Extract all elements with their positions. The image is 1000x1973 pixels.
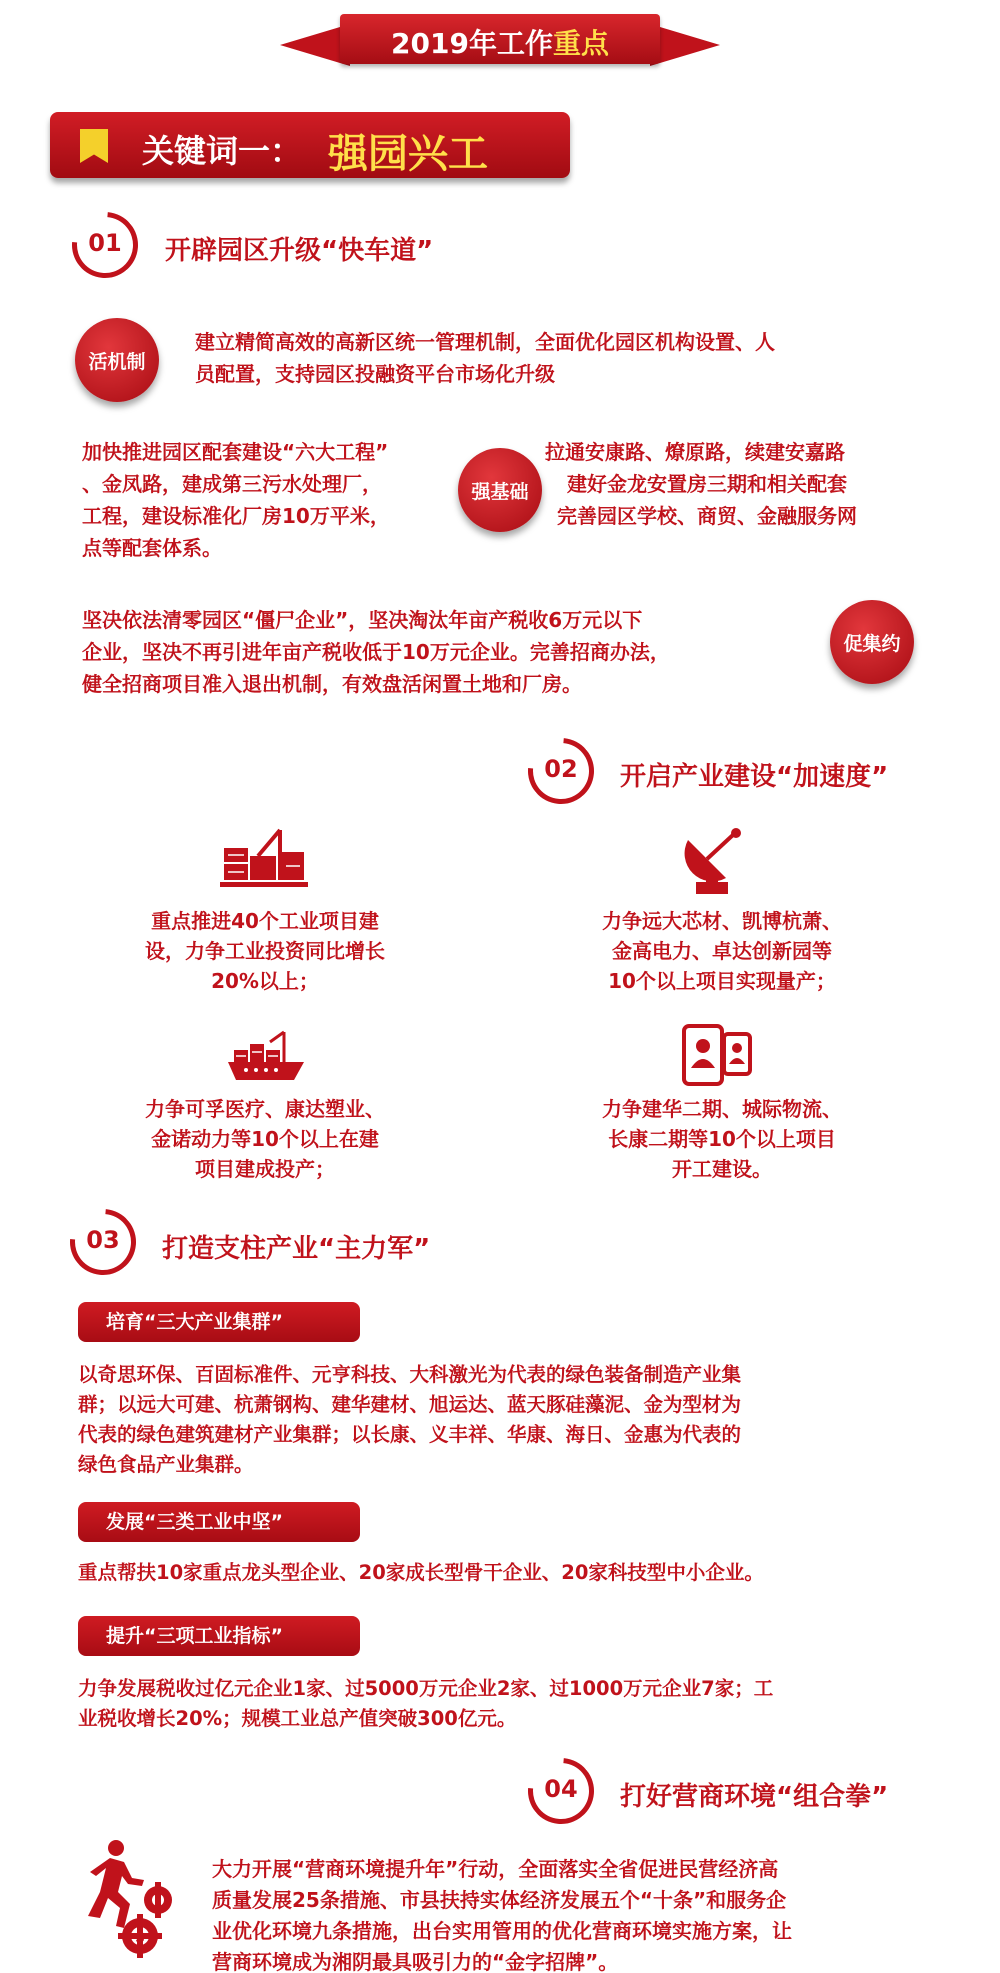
s2-item-1-line: 重点推进40个工业项目建 (151, 909, 379, 933)
s1-text3-line: 坚决依法清零园区“僵尸企业”，坚决淘汰年亩产税收6万元以下 (82, 608, 643, 632)
s3-block-1-line: 绿色食品产业集群。 (78, 1453, 254, 1476)
s3-block-1-line: 群；以远大可建、杭萧钢构、建华建材、旭运达、蓝天豚硅藻泥、金为型材为 (78, 1393, 742, 1416)
s1-text2-right-line: 完善园区学校、商贸、金融服务网 (557, 504, 857, 528)
s3-block-2-line: 重点帮扶10家重点龙头型企业、20家成长型骨干企业、20家科技型中小企业。 (78, 1561, 764, 1584)
s2-item-1 (90, 906, 440, 996)
phone-contacts-icon (682, 1024, 752, 1086)
s2-item-3-line: 力争可孚医疗、康达塑业、 (145, 1097, 385, 1121)
s2-item-1-line: 设，力争工业投资同比增长 (145, 939, 385, 963)
cargo-ship-icon (226, 1028, 306, 1084)
section-02-number: 02 (544, 755, 578, 783)
s2-item-2-line: 金高电力、卓达创新园等 (612, 939, 832, 963)
svg-text:$: $ (135, 1930, 145, 1946)
tag-qiangjichu: 强基础 (458, 448, 542, 532)
s3-block-1-line: 代表的绿色建筑建材产业集群；以长康、义丰祥、华康、海日、金惠为代表的 (78, 1423, 742, 1446)
tag-cujiyue: 促集约 (830, 600, 914, 684)
section-04-number: 04 (544, 1775, 578, 1803)
s4-text-line: 业优化环境九条措施，出台实用管用的优化营商环境实施方案，让 (212, 1919, 792, 1943)
s2-item-1-line: 20%以上； (211, 969, 319, 993)
s3-block-3-line: 力争发展税收过亿元企业1家、过5000万元企业2家、过1000万元企业7家；工 (78, 1677, 774, 1700)
crane-icon (218, 826, 310, 888)
s1-text1 (195, 326, 955, 390)
s3-block-2-text (78, 1558, 978, 1588)
keyword-label: 关键词一： (142, 132, 303, 170)
s4-text-line: 营商环境成为湘阴最具吸引力的“金字招牌”。 (212, 1950, 619, 1973)
s2-item-4-line: 开工建设。 (672, 1157, 772, 1181)
s1-text3-line: 健全招商项目准入退出机制，有效盘活闲置土地和厂房。 (82, 672, 582, 696)
s1-text3 (82, 604, 842, 700)
page-title-highlight: 重点 (552, 27, 609, 60)
s1-text2-right (545, 436, 985, 532)
s1-text2-left-line: 点等配套体系。 (82, 536, 222, 560)
ribbon-body (340, 14, 660, 64)
s2-item-3-line: 项目建成投产； (195, 1157, 335, 1181)
tag-huojizhi: 活机制 (75, 318, 159, 402)
s2-item-4-line: 力争建华二期、城际物流、 (602, 1097, 842, 1121)
s3-block-3-line: 业税收增长20%；规模工业总产值突破300亿元。 (78, 1707, 517, 1730)
s2-item-2-line: 力争远大芯材、凯博杭萧、 (602, 909, 842, 933)
s3-block-1-line: 以奇思环保、百固标准件、元亨科技、大科激光为代表的绿色装备制造产业集 (78, 1363, 742, 1386)
s2-item-4-line: 长康二期等10个以上项目 (608, 1127, 836, 1151)
bookmark-icon (80, 129, 108, 163)
s1-text1-line: 建立精简高效的高新区统一管理机制，全面优化园区机构设置、人 (195, 330, 775, 354)
s4-text-line: 大力开展“营商环境提升年”行动，全面落实全省促进民营经济高 (212, 1857, 779, 1881)
runner-gears-icon (80, 1838, 184, 1958)
section-03-title: 打造支柱产业“主力军” (162, 1234, 431, 1264)
s1-text2-right-line: 拉通安康路、燎原路，续建安嘉路 (545, 440, 845, 464)
pill-tisheng: 提升“三项工业指标” (78, 1616, 360, 1656)
page-title-main: 2019年工作 (391, 27, 553, 60)
satellite-dish-icon (678, 826, 748, 896)
pill-peiyu: 培育“三大产业集群” (78, 1302, 360, 1342)
s1-text2-left-line: 工程，建设标准化厂房10万平米， (82, 504, 390, 528)
s1-text2-left-line: 、金凤路，建成第三污水处理厂， (82, 472, 382, 496)
ribbon-tail-right (650, 24, 720, 66)
s2-item-2-line: 10个以上项目实现量产； (608, 969, 836, 993)
s4-text (212, 1854, 972, 1973)
section-03-number: 03 (86, 1226, 120, 1254)
s1-text2-left-line: 加快推进园区配套建设“六大工程” (82, 440, 389, 464)
pill-fazhan: 发展“三类工业中坚” (78, 1502, 360, 1542)
s1-text1-line: 员配置，支持园区投融资平台市场化升级 (195, 362, 555, 386)
section-01-title: 开辟园区升级“快车道” (165, 236, 434, 266)
s3-block-3-text (78, 1674, 958, 1734)
s2-item-2 (552, 906, 892, 996)
s2-item-3-line: 金诺动力等10个以上在建 (151, 1127, 379, 1151)
s2-item-3 (90, 1094, 440, 1184)
s1-text2-left (82, 436, 502, 564)
s4-text-line: 质量发展25条措施、市县扶持实体经济发展五个“十条”和服务企 (212, 1888, 787, 1912)
section-01-number: 01 (88, 229, 122, 257)
section-02-title: 开启产业建设“加速度” (620, 762, 889, 792)
s1-text2-right-line: 建好金龙安置房三期和相关配套 (567, 472, 847, 496)
s2-item-4 (552, 1094, 892, 1184)
section-04-title: 打好营商环境“组合拳” (620, 1782, 889, 1812)
page-title (340, 22, 660, 62)
year-ribbon (280, 14, 720, 68)
s3-block-1-text (78, 1360, 958, 1480)
keyword-banner (50, 112, 570, 178)
s1-text3-line: 企业，坚决不再引进年亩产税收低于10万元企业。完善招商办法， (82, 640, 670, 664)
keyword-value: 强园兴工 (328, 131, 488, 177)
